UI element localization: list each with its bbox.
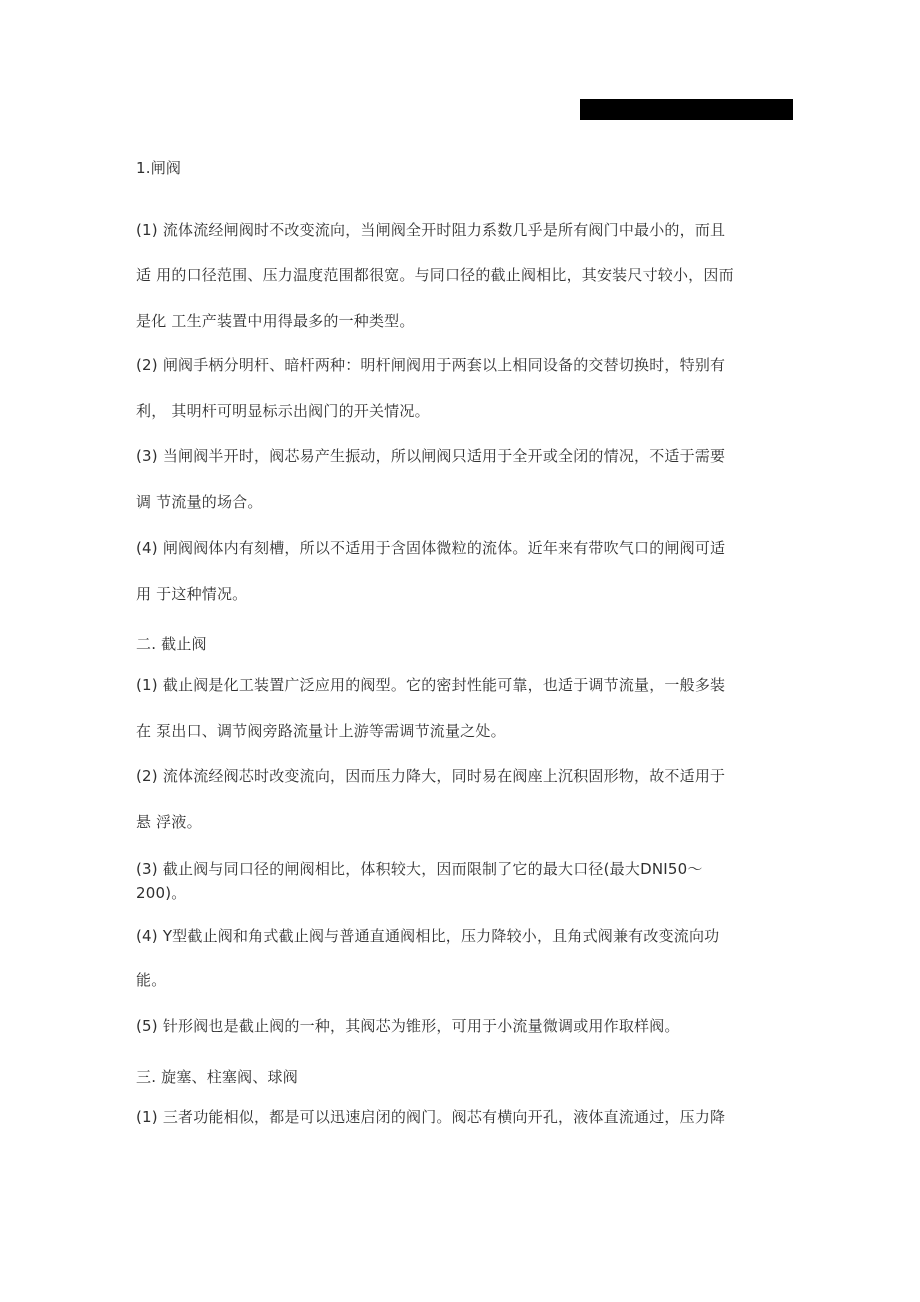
paragraph-line: 适 用的口径范围、压力温度范围都很宽。与同口径的截止阀相比，其安装尺寸较小，因而 [136, 266, 734, 284]
paragraph-line: (4) Y型截止阀和角式截止阀与普通直通阀相比，压力降较小，且角式阀兼有改变流向功 [136, 927, 720, 945]
paragraph-line: (1) 流体流经闸阀时不改变流向，当闸阀全开时阻力系数几乎是所有阀门中最小的，而且 [136, 221, 726, 239]
paragraph-line: 在 泵出口、调节阀旁路流量计上游等需调节流量之处。 [136, 722, 506, 740]
paragraph-line: 能。 [136, 971, 167, 989]
paragraph-line: (5) 针形阀也是截止阀的一种，其阀芯为锥形，可用于小流量微调或用作取样阀。 [136, 1017, 680, 1035]
paragraph-line: (1) 三者功能相似，都是可以迅速启闭的阀门。阀芯有横向开孔，液体直流通过，压力降 [136, 1108, 726, 1126]
section-heading-globe-valve: 二. 截止阀 [136, 635, 207, 653]
paragraph-line: 悬 浮液。 [136, 813, 202, 831]
paragraph-line: 是化 工生产装置中用得最多的一种类型。 [136, 312, 415, 330]
paragraph-line: 用 于这种情况。 [136, 585, 248, 603]
paragraph-line: (1) 截止阀是化工装置广泛应用的阀型。它的密封性能可靠，也适于调节流量，一般多装 [136, 676, 726, 694]
paragraph-line: (2) 闸阀手柄分明杆、暗杆两种：明杆闸阀用于两套以上相同设备的交替切换时，特别有 [136, 356, 726, 374]
paragraph-line: 200)。 [136, 884, 187, 902]
paragraph-line: (4) 闸阀阀体内有刻槽，所以不适用于含固体微粒的流体。近年来有带吹气口的闸阀可适 [136, 539, 726, 557]
paragraph-line: 利， 其明杆可明显标示出阀门的开关情况。 [136, 402, 430, 420]
paragraph-line: (3) 当闸阀半开时，阀芯易产生振动，所以闸阀只适用于全开或全闭的情况，不适于需要 [136, 447, 726, 465]
paragraph-line: (2) 流体流经阀芯时改变流向，因而压力降大，同时易在阀座上沉积固形物，故不适用于 [136, 767, 726, 785]
section-heading-gate-valve: 1.闸阀 [136, 159, 182, 177]
redaction-bar [580, 99, 793, 120]
paragraph-line: 调 节流量的场合。 [136, 493, 263, 511]
section-heading-plug-ball-valve: 三. 旋塞、柱塞阀、球阀 [136, 1068, 298, 1086]
paragraph-line: (3) 截止阀与同口径的闸阀相比，体积较大，因而限制了它的最大口径(最大DNI50〜 [136, 860, 703, 878]
